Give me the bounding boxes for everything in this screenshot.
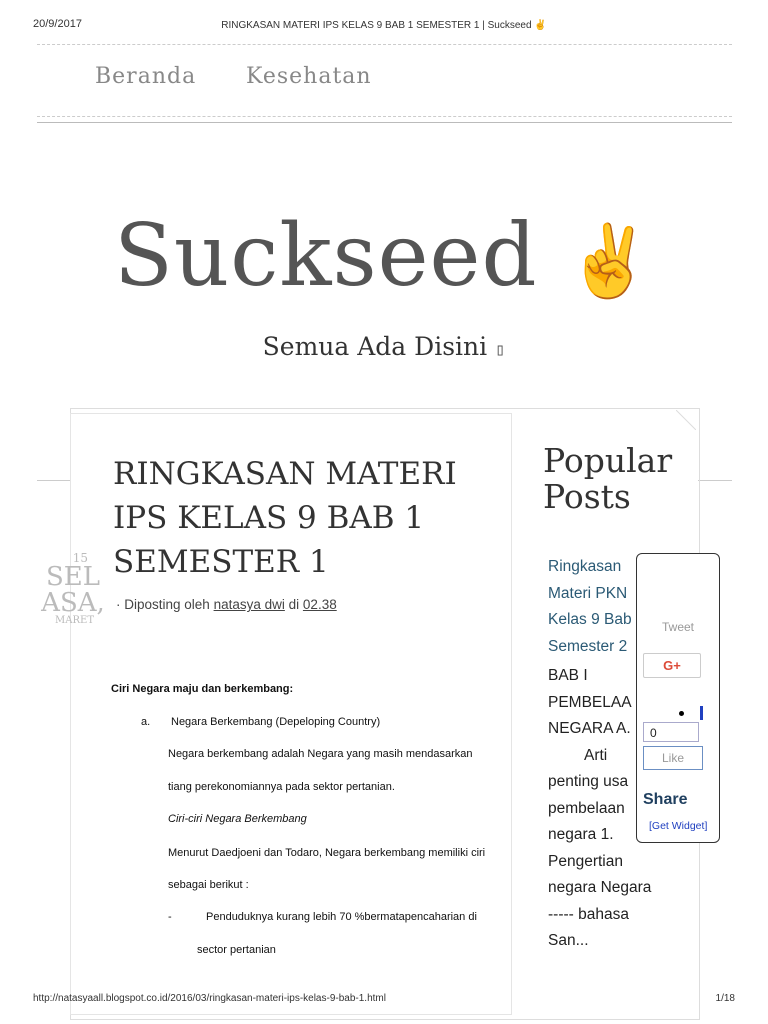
site-tagline <box>0 332 768 361</box>
excerpt-line: BAB I <box>548 667 588 684</box>
bullet-dot-icon <box>679 711 684 716</box>
excerpt-line: pembelaan <box>548 799 625 817</box>
share-label: Share <box>643 791 688 808</box>
missing-glyph-icon: ▯ <box>495 340 506 360</box>
nav-bottom-divider <box>37 116 732 117</box>
tweet-button[interactable]: Tweet <box>661 620 694 634</box>
nav-item-beranda[interactable]: Beranda <box>95 64 197 89</box>
site-title-tail: d <box>481 206 538 306</box>
excerpt-line: Arti <box>584 746 608 764</box>
meta-prefix: · Diposting oleh <box>116 597 210 612</box>
post-title: RINGKASAN MATERI IPS KELAS 9 BAB 1 SEMESTER 1 <box>113 456 457 580</box>
list-marker-a: a. <box>141 716 151 728</box>
right-rule <box>698 480 732 481</box>
post-date-badge <box>38 552 108 626</box>
excerpt-line: negara Negara <box>548 879 652 896</box>
popular-post-link[interactable] <box>548 554 632 660</box>
print-footer-url: http://natasyaall.blogspot.co.id/2016/03/ringkasan-materi-ips-kelas-9-bab-1.html <box>33 993 386 1004</box>
excerpt-line: penting usa <box>548 773 629 790</box>
google-plus-button[interactable]: G+ <box>643 653 701 678</box>
tagline-text: Semua Ada Disini <box>262 332 488 361</box>
content-heading: Ciri Negara maju dan berkembang: <box>111 683 294 695</box>
left-rule <box>37 480 70 481</box>
share-widget <box>636 553 720 843</box>
date-month: MARET <box>55 615 94 626</box>
excerpt-line: Pengertian <box>548 852 623 870</box>
date-weekday-part2: ASA, <box>41 588 105 618</box>
popular-post-link-line: Materi PKN <box>548 584 628 602</box>
content-line: tiang perekonomiannya pada sektor pertanian. <box>168 781 395 793</box>
excerpt-line: ----- bahasa <box>548 905 629 923</box>
print-page-title: RINGKASAN MATERI IPS KELAS 9 BAB 1 SEMESTER 1 | Suckseed ✌ <box>221 20 547 31</box>
bullet-line: Penduduknya kurang lebih 70 %bermatapencaharian di <box>206 911 477 923</box>
post-time-link[interactable]: 02.38 <box>302 597 337 612</box>
nav-item-kesehatan[interactable]: Kesehatan <box>246 64 372 89</box>
header-divider <box>37 122 732 123</box>
corner-fold <box>676 410 696 430</box>
post-meta <box>116 597 337 612</box>
truncated-link-icon <box>700 706 703 720</box>
excerpt-line: NEGARA A. <box>548 720 631 737</box>
peace-hand-icon: ✌ <box>565 220 655 302</box>
author-link[interactable]: natasya dwi <box>213 597 285 612</box>
popular-post-link-line: Semester 2 <box>548 637 628 655</box>
bullet-line: sector pertanian <box>197 944 276 956</box>
popular-post-link-line: Kelas 9 Bab <box>548 611 632 628</box>
like-button[interactable]: Like <box>643 746 703 770</box>
excerpt-line: negara 1. <box>548 826 614 843</box>
print-date: 20/9/2017 <box>33 18 82 30</box>
popular-post-link-line: Ringkasan <box>548 558 622 575</box>
sidebar-title <box>543 443 672 515</box>
sidebar-title-line1: Popular <box>543 441 673 480</box>
meta-mid: di <box>288 597 300 612</box>
excerpt-line: San... <box>548 932 589 949</box>
excerpt-line: PEMBELAA <box>548 693 632 711</box>
get-widget-link[interactable]: [Get Widget] <box>649 820 708 832</box>
bullet-marker: - <box>168 911 172 923</box>
site-title[interactable] <box>0 205 768 308</box>
nav-top-divider <box>37 44 732 45</box>
like-count: 0 <box>643 722 699 742</box>
content-subheading: Ciri-ciri Negara Berkembang <box>168 813 307 825</box>
date-weekday-part1: SEL <box>45 562 101 592</box>
content-line: sebagai berikut : <box>168 879 249 891</box>
site-title-text: Sucksee <box>113 206 482 306</box>
date-day-number: 15 <box>72 551 88 565</box>
sidebar-title-line2: Posts <box>543 477 631 516</box>
list-item-title: Negara Berkembang (Depeloping Country) <box>171 716 381 728</box>
content-line: Menurut Daedjoeni dan Todaro, Negara berkembang memiliki ciri <box>168 847 486 859</box>
content-line: Negara berkembang adalah Negara yang masih mendasarkan <box>168 748 473 760</box>
print-page-number: 1/18 <box>715 993 735 1004</box>
